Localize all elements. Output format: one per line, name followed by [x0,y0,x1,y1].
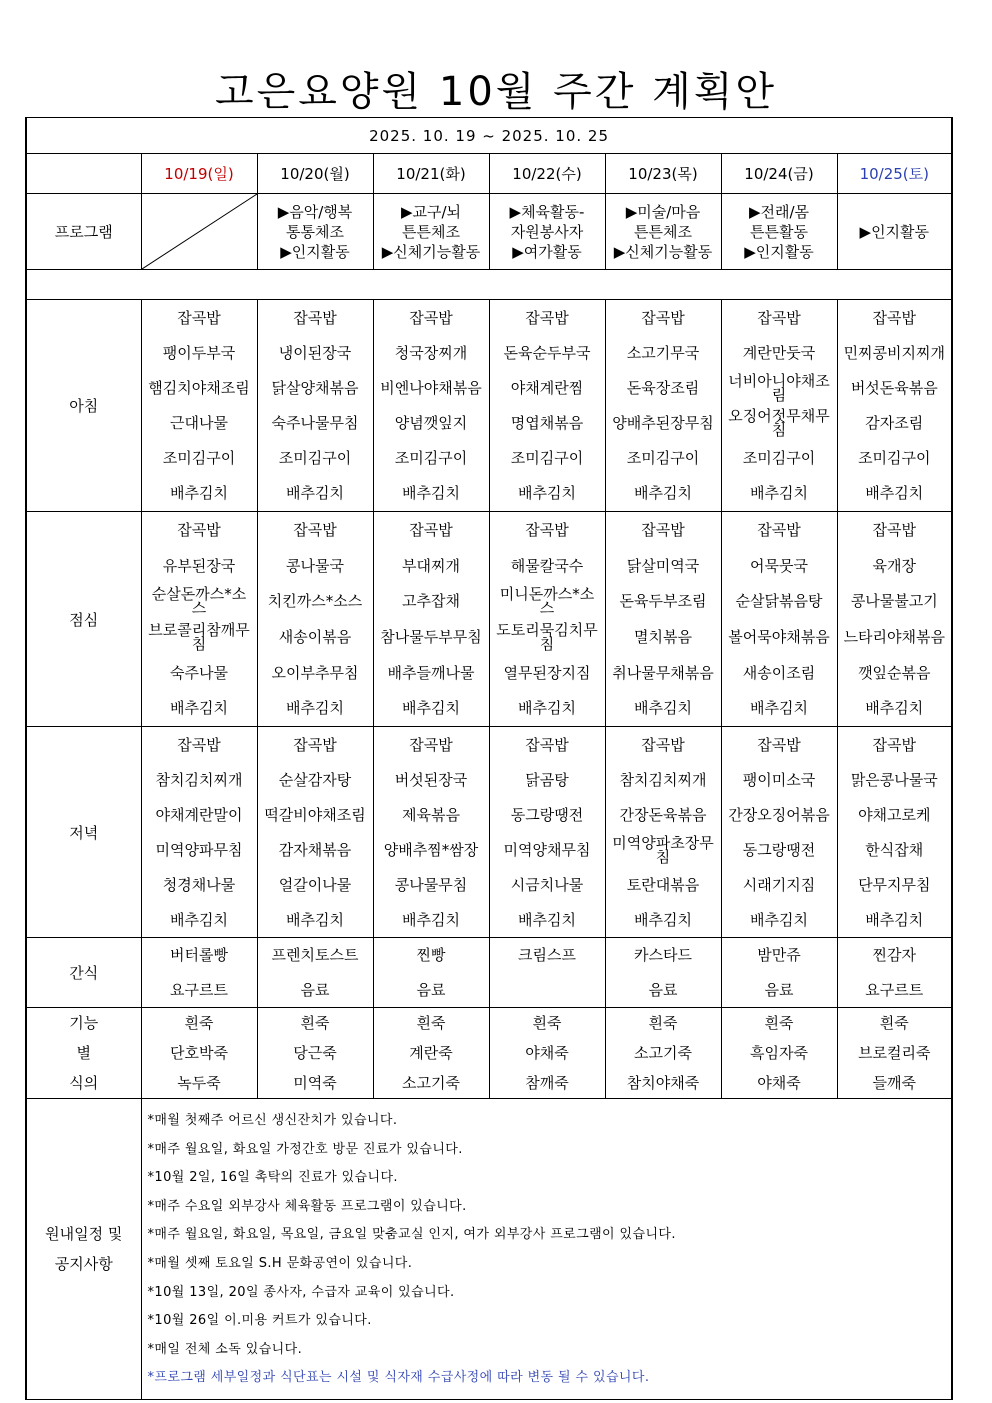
menu-list [606,727,721,937]
row-label-program: 프로그램 [26,194,141,270]
program-cell-empty [141,194,257,270]
menu-item: 냉이된장국 [278,343,352,362]
menu-item: 배추김치 [286,699,344,718]
notice-item: *매주 월요일, 화요일, 목요일, 금요일 맞춤교실 인지, 여가 외부강사 프로그램이 있습니다. [147,1227,676,1243]
snack-item: 찐감자 [872,946,917,965]
snack-item: 요구르트 [865,980,924,999]
notice-item: *매주 월요일, 화요일 가정간호 방문 진료가 있습니다. [147,1141,463,1157]
menu-item: 닭살미역국 [626,556,700,575]
menu-item: 잡곡밥 [409,308,453,327]
menu-item: 배추김치 [750,699,808,718]
program-item: ▶전래/몸 [748,202,810,221]
menu-item: 시금치나물 [510,875,584,894]
dinner-cell [373,727,489,938]
menu-item: 새송이조림 [742,663,816,682]
special-diet-item: 소고기죽 [402,1074,460,1092]
row-label-snack: 간식 [26,938,141,1008]
menu-item: 조미김구이 [858,449,931,468]
menu-list [258,300,373,511]
menu-item: 근대나물 [170,414,228,433]
menu-item: 양배추된장무침 [612,414,714,433]
page-title: 고은요양원 10월 주간 계획안 [214,69,778,115]
program-item: 튼튼체조 [402,222,460,241]
menu-list [490,300,605,511]
menu-item: 잡곡밥 [177,735,221,754]
program-item: 자원봉사자 [510,222,584,241]
menu-item: 단무지무침 [858,875,931,894]
menu-item: 청국장찌개 [394,343,468,362]
menu-item: 동그랑땡전 [742,840,816,859]
program-cell [489,194,605,270]
menu-list [490,727,605,937]
menu-list [374,300,489,511]
program-cell [721,194,837,270]
menu-item: 배추김치 [170,699,228,718]
dinner-cell [605,727,721,938]
menu-item: 너비아니야채조림 [728,371,830,404]
program-item: ▶신체기능활동 [381,242,481,261]
snack-item: 음료 [416,980,446,999]
menu-item: 감자조림 [865,414,924,433]
breakfast-cell [373,300,489,512]
day-header: 10/23(목) [605,154,721,194]
menu-item: 숙주나물무침 [271,414,359,433]
menu-item: 고추잡채 [402,592,460,611]
menu-list [722,300,837,511]
menu-item: 버섯된장국 [394,770,468,789]
lunch-cell [721,512,837,727]
menu-list [374,512,489,726]
menu-item: 콩나물불고기 [850,592,938,611]
menu-item: 조미김구이 [162,449,236,468]
special-diet-item: 흰죽 [532,1014,562,1032]
menu-item: 시래기지짐 [742,875,816,894]
menu-item: 양배추찜*쌈장 [383,840,479,859]
menu-item: 잡곡밥 [641,735,685,754]
menu-item: 잡곡밥 [757,735,801,754]
snack-item: 음료 [764,980,794,999]
notice-item: *10월 13일, 20일 종사자, 수급자 교육이 있습니다. [147,1284,455,1300]
program-item: ▶체육활동- [509,202,585,221]
menu-item: 조미김구이 [626,449,700,468]
snack-cell [837,938,952,1008]
menu-item: 야채계란찜 [510,378,584,397]
menu-item: 조미김구이 [510,449,584,468]
menu-item: 명엽채볶음 [510,414,584,433]
special-diet-item: 소고기죽 [634,1044,692,1062]
menu-item: 제육볶음 [402,805,460,824]
lunch-cell [837,512,952,727]
special-diet-cell [257,1008,373,1099]
menu-item: 배추김치 [634,484,692,503]
header-corner [26,154,141,194]
menu-item: 새송이볶음 [278,627,352,646]
snack-item: 밤만쥬 [757,946,801,965]
snack-item: 프렌치토스트 [271,946,359,965]
menu-list [838,727,952,937]
snack-item: 카스타드 [634,946,692,965]
day-header: 10/19(일) [141,154,257,194]
menu-item: 배추김치 [286,484,344,503]
day-header: 10/21(화) [373,154,489,194]
program-item: ▶미술/마음 [625,202,701,221]
menu-item: 오이부추무침 [271,663,359,682]
program-item: ▶인지활동 [859,222,930,241]
menu-item: 얼갈이나물 [278,875,352,894]
snack-item: 크림스프 [518,946,576,965]
menu-item: 미역양채무침 [503,840,591,859]
menu-item: 조미김구이 [742,449,816,468]
special-diet-item: 녹두죽 [177,1074,221,1092]
menu-item: 잡곡밥 [757,520,801,539]
menu-item: 배추김치 [865,699,924,718]
menu-item: 팽이미소국 [742,770,816,789]
program-cell [257,194,373,270]
menu-item: 취나물무채볶음 [612,663,714,682]
menu-item: 배추김치 [170,910,228,929]
snack-item [490,973,605,1008]
date-range: 2025. 10. 19 ~ 2025. 10. 25 [26,118,952,154]
menu-item: 미역양파무침 [155,840,243,859]
dinner-cell [837,727,952,938]
menu-item: 볼어묵야채볶음 [728,627,830,646]
breakfast-cell [837,300,952,512]
notice-item: *10월 26일 이.미용 커트가 있습니다. [147,1313,372,1329]
diagonal-line [142,194,257,269]
notice-list [141,1099,952,1400]
program-item: 튼튼체조 [634,222,692,241]
menu-item: 감자채볶음 [278,840,352,859]
menu-item: 잡곡밥 [872,308,917,327]
menu-item: 브로콜리참깨무침 [148,620,250,653]
notice-item: *10월 2일, 16일 촉탁의 진료가 있습니다. [147,1170,398,1186]
menu-item: 배추김치 [865,484,924,503]
menu-item: 순살감자탕 [278,770,352,789]
menu-item: 콩나물국 [286,556,344,575]
menu-list [606,300,721,511]
row-label-lunch: 점심 [26,512,141,727]
program-item: 통통체조 [286,222,344,241]
menu-list [838,300,952,511]
menu-item: 배추김치 [518,699,576,718]
menu-item: 배추김치 [750,484,808,503]
breakfast-cell [141,300,257,512]
menu-item: 한식잡채 [865,840,924,859]
menu-item: 간장오징어볶음 [728,805,830,824]
notice-item: *매월 첫째주 어르신 생신잔치가 있습니다. [147,1113,398,1128]
program-item: ▶음악/행복 [277,202,353,221]
program-cell [373,194,489,270]
menu-list [606,512,721,726]
snack-item: 음료 [300,980,330,999]
lunch-cell [605,512,721,727]
row-label-breakfast: 아침 [26,300,141,512]
menu-item: 어묵뭇국 [750,556,808,575]
special-diet-item: 흰죽 [184,1014,214,1032]
snack-item: 음료 [648,980,678,999]
menu-item: 배추김치 [402,910,460,929]
snack-list [606,938,721,1007]
special-diet-cell [141,1008,257,1099]
snack-list [722,938,837,1007]
lunch-cell [489,512,605,727]
menu-item: 잡곡밥 [409,735,453,754]
dinner-cell [489,727,605,938]
snack-cell [489,938,605,1008]
menu-list [258,512,373,726]
menu-list [838,512,952,726]
menu-item: 잡곡밥 [641,308,685,327]
special-diet-item: 야채죽 [757,1074,801,1092]
menu-list [142,727,257,937]
menu-item: 야채고로케 [858,805,931,824]
menu-item: 치킨까스*소스 [267,592,363,611]
menu-item: 소고기무국 [626,343,700,362]
menu-item: 배추김치 [402,699,460,718]
menu-item: 배추들깨나물 [387,663,475,682]
program-cell [605,194,721,270]
menu-item: 부대찌개 [402,556,460,575]
menu-item: 동그랑땡전 [510,805,584,824]
special-diet-item: 흰죽 [648,1014,678,1032]
breakfast-cell [257,300,373,512]
snack-item: 요구르트 [170,980,228,999]
special-label-2: 별 [76,1044,91,1062]
row-label-dinner: 저녁 [26,727,141,938]
snack-cell [141,938,257,1008]
menu-item: 느타리야채볶음 [843,627,945,646]
menu-item: 참치김치찌개 [155,770,243,789]
menu-list [142,300,257,511]
snack-list [374,938,489,1007]
menu-item: 배추김치 [634,699,692,718]
snack-list [490,938,605,1007]
menu-item: 민찌콩비지찌개 [843,343,945,362]
program-cell [837,194,952,270]
notice-item: *매일 전체 소독 있습니다. [147,1341,303,1357]
program-item: ▶교구/뇌 [400,202,462,221]
menu-item: 배추김치 [170,484,228,503]
special-diet-cell [373,1008,489,1099]
special-diet-item: 참깨죽 [525,1074,569,1092]
menu-item: 배추김치 [518,484,576,503]
lunch-cell [257,512,373,727]
menu-item: 배추김치 [402,484,460,503]
program-item: ▶인지활동 [744,242,814,261]
row-label-notice [26,1099,141,1400]
menu-item: 청경채나물 [162,875,236,894]
menu-item: 열무된장지짐 [503,663,591,682]
menu-item: 해물칼국수 [510,556,584,575]
special-diet-item: 참치야채죽 [626,1074,700,1092]
menu-item: 콩나물무침 [394,875,468,894]
special-diet-item: 브로컬리죽 [858,1044,931,1062]
snack-cell [373,938,489,1008]
special-diet-cell [605,1008,721,1099]
menu-item: 유부된장국 [162,556,236,575]
weekly-plan-table [25,117,953,1400]
menu-list [722,727,837,937]
menu-item: 순살닭볶음탕 [735,592,823,611]
lunch-cell [141,512,257,727]
menu-item: 육개장 [872,556,917,575]
menu-item: 돈육장조림 [626,378,700,397]
menu-list [490,512,605,726]
menu-item: 맑은콩나물국 [850,770,938,789]
menu-item: 깻잎순볶음 [858,663,931,682]
special-diet-item: 계란죽 [409,1044,453,1062]
snack-item: 찐빵 [416,946,446,965]
snack-list [142,938,257,1007]
snack-item: 버터롤빵 [170,946,228,965]
menu-item: 잡곡밥 [872,735,917,754]
menu-item: 돈육두부조림 [619,592,707,611]
menu-item: 햄김치야채조림 [148,378,250,397]
program-item: ▶여가활동 [512,242,582,261]
special-diet-item: 흰죽 [416,1014,446,1032]
program-item: ▶신체기능활동 [613,242,713,261]
spacer-row [26,270,952,300]
notice-highlight: *프로그램 세부일정과 식단표는 시설 및 식자재 수급사정에 따라 변동 될 수 있습니다. [147,1370,650,1386]
special-diet-item: 들깨죽 [872,1074,917,1092]
notice-item: *매월 셋째 토요일 S.H 문화공연이 있습니다. [147,1255,413,1271]
day-header: 10/25(토) [837,154,952,194]
menu-item: 배추김치 [286,910,344,929]
menu-item: 양념깻잎지 [394,414,468,433]
notice-label-1: 원내일정 및 [45,1224,123,1243]
menu-item: 간장돈육볶음 [619,805,707,824]
menu-item: 돈육순두부국 [503,343,591,362]
breakfast-cell [605,300,721,512]
snack-cell [605,938,721,1008]
menu-item: 잡곡밥 [293,520,337,539]
menu-list [258,727,373,937]
menu-list [142,512,257,726]
menu-item: 비엔나야채볶음 [380,378,482,397]
special-label-1: 기능 [69,1014,99,1032]
menu-item: 잡곡밥 [641,520,685,539]
snack-cell [257,938,373,1008]
menu-item: 숙주나물 [170,663,228,682]
special-diet-item: 당근죽 [293,1044,337,1062]
special-diet-item: 흰죽 [764,1014,794,1032]
menu-item: 잡곡밥 [525,308,569,327]
menu-item: 계란만둣국 [742,343,816,362]
program-item: ▶인지활동 [280,242,350,261]
menu-list [722,512,837,726]
menu-item: 도토리묵김치무침 [496,620,598,653]
menu-item: 잡곡밥 [409,520,453,539]
menu-item: 잡곡밥 [293,308,337,327]
special-diet-cell [837,1008,952,1099]
menu-item: 닭살양채볶음 [271,378,359,397]
menu-item: 잡곡밥 [525,735,569,754]
special-diet-item: 야채죽 [525,1044,569,1062]
special-diet-item: 흰죽 [879,1014,909,1032]
menu-item: 야채계란말이 [155,805,243,824]
special-diet-item: 흰죽 [300,1014,330,1032]
menu-item: 미니돈까스*소스 [499,585,595,618]
menu-item: 잡곡밥 [757,308,801,327]
menu-item: 배추김치 [865,910,924,929]
special-diet-cell [489,1008,605,1099]
dinner-cell [721,727,837,938]
special-diet-cell [721,1008,837,1099]
menu-item: 잡곡밥 [177,520,221,539]
special-diet-item: 미역죽 [293,1074,337,1092]
menu-item: 잡곡밥 [293,735,337,754]
lunch-cell [373,512,489,727]
menu-item: 오징어젓무채무침 [728,407,830,440]
menu-item: 팽이두부국 [162,343,236,362]
menu-item: 잡곡밥 [525,520,569,539]
menu-item: 순살돈까스*소스 [151,585,247,618]
menu-item: 배추김치 [518,910,576,929]
row-label-special [26,1008,141,1099]
menu-item: 버섯돈육볶음 [850,378,938,397]
menu-item: 닭곰탕 [525,770,569,789]
breakfast-cell [489,300,605,512]
menu-item: 배추김치 [634,910,692,929]
program-item: 튼튼활동 [750,222,808,241]
day-header: 10/24(금) [721,154,837,194]
notice-item: *매주 수요일 외부강사 체육활동 프로그램이 있습니다. [147,1198,467,1214]
dinner-cell [141,727,257,938]
menu-item: 잡곡밥 [177,308,221,327]
menu-item: 조미김구이 [394,449,468,468]
dinner-cell [257,727,373,938]
menu-item: 떡갈비야채조림 [264,805,366,824]
special-label-3: 식의 [69,1074,99,1092]
snack-list [838,938,952,1007]
breakfast-cell [721,300,837,512]
menu-item: 미역양파초장무침 [612,833,714,866]
snack-list [258,938,373,1007]
menu-item: 토란대볶음 [626,875,700,894]
menu-list [374,727,489,937]
special-diet-item: 흑임자죽 [750,1044,808,1062]
menu-item: 멸치볶음 [634,627,692,646]
menu-item: 배추김치 [750,910,808,929]
day-header: 10/22(수) [489,154,605,194]
menu-item: 조미김구이 [278,449,352,468]
menu-item: 잡곡밥 [872,520,917,539]
menu-item: 참치김치찌개 [619,770,707,789]
day-header: 10/20(월) [257,154,373,194]
special-diet-item: 단호박죽 [170,1044,228,1062]
snack-cell [721,938,837,1008]
menu-item: 참나물두부무침 [380,627,482,646]
notice-label-2: 공지사항 [54,1254,113,1273]
